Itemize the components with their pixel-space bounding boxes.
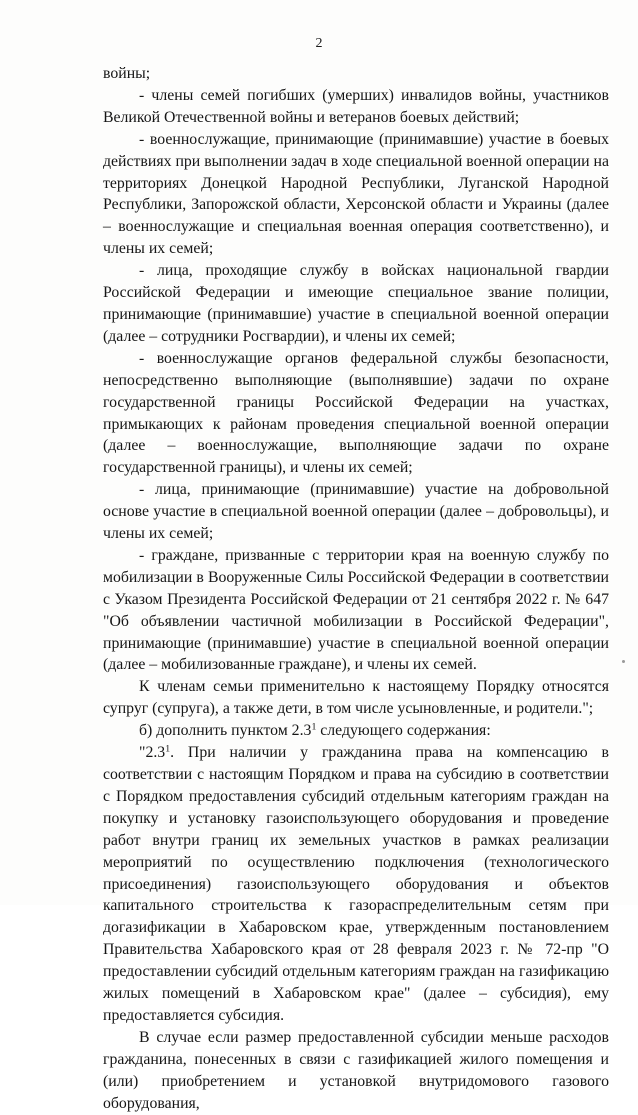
paragraph-fsb-border-guards: - военнослужащие органов федеральной службы безопасности, непосредственно выполняющие (выполнявшие) задачи по охране государственной границы Российской Федерации на участках, примыкающих к районам проведения специальной военной операции (далее – военнослужащие, выполняющие задачи по охране государственной границы), и члены их семей; [103, 349, 609, 477]
amendment-b-text-after: следующего содержания: [316, 722, 491, 740]
paragraph-family-definition: К членам семьи применительно к настоящему Порядку относятся супруг (супруга), а также дети, в том числе усыновленные, и родители."; [103, 678, 609, 718]
document-body [103, 63, 609, 1115]
amendment-b-text: б) дополнить пунктом 2.3 [139, 722, 312, 740]
scan-artifact [622, 660, 625, 663]
amendment-b-superscript: 1 [311, 721, 317, 733]
clause-2-3-1-body: . При наличии у гражданина права на компенсацию в соответствии с настоящим Порядком и права на субсидию в соответствии с Порядком предоставления субсидий отдельным категориям граждан на покупку и установку газоиспользующего оборудования и проведение работ внутри границ их земельных участков в рамках реализации мероприятий по осуществлению подключения (технологического присоединения) газоиспользующего оборудования и объектов капитального строительства к газораспределительным сетям при догазификации в Хабаровском крае, утвержденным постановлением Правительства Хабаровского края от 28 февраля 2023 г. № 72-пр "О предоставлении субсидий отдельным категориям граждан на газификацию жилых помещений в Хабаровском крае" (далее – субсидия), ему предоставляется субсидия. [103, 744, 609, 1024]
paragraph-family-members-veterans: - члены семей погибших (умерших) инвалидов войны, участников Великой Отечественной войны и ветеранов боевых действий; [103, 86, 609, 126]
paragraph-military-personnel: - военнослужащие, принимающие (принимавшие) участие в боевых действиях при выполнении задач в ходе специальной военной операции на территориях Донецкой Народной Республики, Луганской Народной Республики, Запорожской области, Херсонской области и Украины (далее – военнослужащие и специальная военная операция соответственно), и члены их семей; [103, 130, 609, 258]
page-number: 2 [315, 36, 323, 51]
paragraph-rosgvardia: - лица, проходящие службу в войсках национальной гвардии Российской Федерации и имеющие специальное звание полиции, принимающие (принимавшие) участие в специальной военной операции (далее – сотрудники Росгвардии), и члены их семей; [103, 262, 609, 345]
paragraph-volunteers: - лица, принимающие (принимавшие) участие на добровольной основе участие в специальной военной операции (далее – добровольцы), и члены их семей; [103, 481, 609, 543]
paragraph-clause-2-3-1 [103, 742, 609, 1027]
paragraph-subsidy-difference: В случае если размер предоставленной субсидии меньше расходов гражданина, понесенных в связи с газификацией жилого помещения и (или) приобретением и установкой внутридомового газового оборудования, [103, 1028, 609, 1112]
clause-2-3-1-superscript: 1 [165, 743, 171, 755]
paragraph-amendment-b [103, 720, 609, 742]
paragraph-mobilized-citizens: - граждане, призванные с территории края на военную службу по мобилизации в Вооруженные Силы Российской Федерации в соответствии с Указом Президента Российской Федерации от 21 сентября 2022 г. № 647 "Об объявлении частичной мобилизации в Российской Федерации", принимающие (принимавшие) участие в специальной военной операции (далее – мобилизованные граждане), и члены их семей. [103, 546, 609, 674]
paragraph-continuation: войны; [103, 65, 151, 82]
clause-2-3-1-start: "2.3 [139, 744, 166, 762]
